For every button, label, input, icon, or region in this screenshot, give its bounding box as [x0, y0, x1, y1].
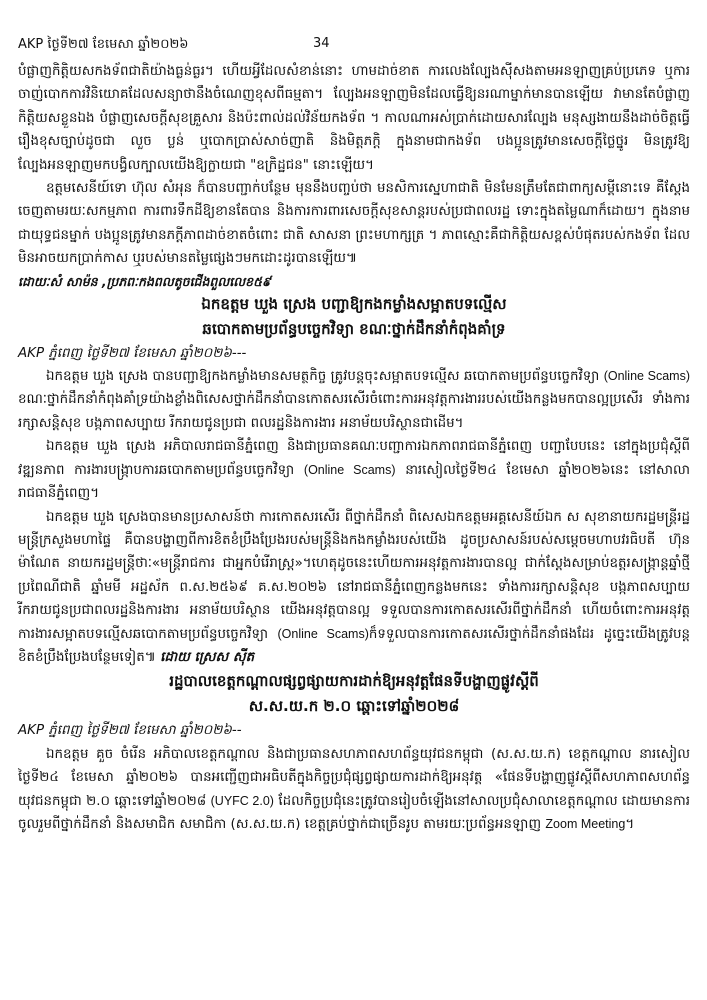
article2-p2-text-end: នារសៀលថ្ងៃទី២៤ ខែមេសា ឆ្នាំ២០២៦នេះ នៅសាលារាជធានីភ្នំពេញ។ [18, 462, 690, 502]
article2-paragraph-1 [18, 365, 690, 435]
article2-p1-text-start: ឯកឧត្តម ឃួង ស្រេង បានបញ្ជាឱ្យកងកម្លាំងមានសមត្ថកិច្ច ត្រូវបន្តចុះសម្អាតបទល្មើស ឆបោកតាមប្រព័ន្ធបច្ចេកវិទ្យា [46, 369, 600, 385]
article2-dateline: AKP ភ្នំពេញ ថ្ងៃទី២៧ ខែមេសា ឆ្នាំ២០២៦--- [18, 345, 247, 361]
article3-paragraph-1 [18, 743, 690, 837]
article3-p1-text-mid: ដែលកិច្ចប្រជុំនេះត្រូវបានរៀបចំឡើងនៅសាលប្រជុំសាលាខេត្តកណ្តាល ដោយមានការចូលរួមពីថ្នាក់ដឹកនាំ និងសមាជិក សមាជិកា (ស.ស.យ.ក) ខេត្តគ្រប់ថ្នាក់ជាច្រើនរូប តាមរយៈប្រព័ន្ធអនឡាញ [18, 793, 691, 832]
page-content [18, 60, 690, 836]
article1-byline: ដោយៈសំ សាម៉ន ,ប្រភពៈកងពលតូចជើងពួលលេខ៥៩ [18, 273, 271, 289]
article2-p3-text-start: ឯកឧត្តម ឃួង ស្រេងបានមានប្រសាសន៍ថា ការកោតសរសើរ ពីថ្នាក់ដឹកនាំ ពិសេសឯកឧត្តមអគ្គសេនីយ៍ឯក ស សុខានាយករដ្ឋមន្រ្តីរដ្ឋមន្ត្រីក្រសួងមហាផ្ទៃ គឺបានបង្ហាញពីការខិតខំប្រឹងប្រែងរបស់មន្ត្រីនិងកងកម្លាំងរបស់យើង ដូចប្រសាសន៍របស់សម្តេចមហាបវរធិបតី ហ៊ុន ម៉ាណែត នាយករដ្ឋមន្ត្រីថាៈ«មន្ត្រីរាជការ ជាអ្នកបំរើរាស្ត្រ»។ហេតុដូចនេះហើយការអនុវត្តការងារបានល្អ ជាក់ស្ដែងសម្រាប់ឧត្តរសង្ក្រាន្តឆ្នាំថ្មី ប្រពៃណីជាតិ ឆ្នាំមមី អដ្ឋស័ក ព.ស.២៥៦៩ គ.ស.២០២៦ នៅរាជធានីភ្នំពេញកន្លងមកនេះ ទាំងការរក្សាសន្តិសុខ បង្កភាពសប្បាយ រីករាយជូនប្រជាពលរដ្ឋនិងការងារ អនាម័យបរិស្ថាន យើងអនុវត្តបានល្អ ទទួលបានការកោតសរសើរពីថ្នាក់ដឹកនាំ ហើយចំពោះការអនុវត្តការងារសម្អាតបទល្មើសឆបោកតាមប្រព័ន្ធបច្ចេកវិទ្យា [18, 509, 690, 642]
article1-paragraph-2: ឧត្តមសេនីយ៍ទោ ហ៊ុល សំអុន ក៏បានបញ្ជាក់បន្ថែម មុននឹងបញ្ចប់ថា មនសិការស្នេហាជាតិ មិនមែនត្រឹមតែជាពាក្យសម្ដីនោះទេ គឺស្ដែងចេញតាមរយៈសកម្មភាព ការពារទឹកដីឱ្យខានតែបាន និងការការពារសេចក្តីសុខសាន្តរបស់ប្រជាពលរដ្ឋ ទោះក្នុងតម្លៃណាក៏ដោយ។ ក្នុងនាមជាយុទ្ធជនម្នាក់ បងប្អូនត្រូវមានភក្តីភាពដាច់ខាតចំពោះ ជាតិ សាសនា ព្រះមហាក្សត្រ ។ ភាពស្មោះគឺជាកិត្តិយសខ្ពស់បំផុតរបស់កងទ័ព ដែលមិនអាចយកប្រាក់កាស ឬរបស់មានតម្លៃផ្សេងៗមកដោះដូរបានឡើយ៕ [18, 181, 690, 267]
article2-paragraph-3 [18, 506, 690, 670]
page-header [18, 36, 688, 58]
article2-p3-text-end: ក៏ទទួលបានការកោតសរសើរថ្នាក់ដឹកនាំផងដែរ ដូច្នេះយើងត្រូវបន្តខិតខំប្រឹងប្រែងបន្ថែមទៀត៕ [18, 626, 690, 665]
article2-p2-text-start: ឯកឧត្តម ឃួង ស្រេង អភិបាលរាជធានីភ្នំពេញ និងជាប្រធានគណៈបញ្ជាការឯកភាពរាជធានីភ្នំពេញ បញ្ជាបែបនេះ នៅក្នុងប្រជុំស្ដីពីវឌ្ឍនភាព ការងារបង្ក្រាបការឆបោកតាមប្រព័ន្ធបច្ចេកវិទ្យា [18, 439, 690, 478]
header-date: AKP ថ្ងៃទី២៧ ខែមេសា ឆ្នាំ២០២៦ [18, 37, 189, 52]
article3-p1-text-end: ។ [625, 816, 635, 832]
article3-title-line-1: រដ្ឋបាលខេត្តកណ្តាលផ្សព្វផ្សាយការដាក់ឱ្យអនុវត្តផែនទីបង្ហាញផ្លូវស្តីពី [169, 672, 539, 691]
article3-title-line-2: ស.ស.យ.ក ២.០ ឆ្ពោះទៅឆ្នាំ២០២៨ [248, 697, 460, 716]
article3-p1-text-start: ឯកឧត្តម គួច ចំរើន អភិបាលខេត្តកណ្តាល និងជាប្រធានសហភាពសហព័ន្ធយុវជនកម្ពុជា (ស.ស.យ.ក) ខេត្តកណ្តាល នារសៀលថ្ងៃទី២៤ ខែមេសា ឆ្នាំ២០២៦ បានអញ្ជើញជាអធិបតីក្នុងកិច្ចប្រជុំផ្សព្វផ្សាយការដាក់ឱ្យអនុវត្ត «ផែនទីបង្ហាញផ្លូវស្តីពីសហភាពសហព័ន្ធយុវជនកម្ពុជា ២.០ ឆ្ពោះទៅឆ្នាំ២០២៨ [18, 746, 690, 809]
article3-p1-latin-2: Zoom Meeting [545, 816, 626, 831]
article1-paragraph-1: បំផ្លាញកិត្តិយសកងទ័ពជាតិយ៉ាងធ្ងន់ធ្ងរ។ ហើយអ្វីដែលសំខាន់នោះ ហាមដាច់ខាត ការលេងល្បែងស៊ីសងតាមអនឡាញគ្រប់ប្រភេទ ឬការចាញ់បោកការវិនិយោគដែលសន្យាថានឹងចំណេញខុសពីធម្មតា។ ល្បែងអនឡាញមិនដែលធ្វើឱ្យនរណាម្នាក់មានបានឡើយ វាមានតែបំផ្លាញកិត្តិយសខ្លួនឯង បំផ្លាញសេចក្តីសុខគ្រួសារ និងប៉ះពាល់ដល់វិន័យកងទ័ព ។ កាលណាអស់ប្រាក់ដោយសារល្បែង មនុស្សងាយនឹងដាច់ចិត្តធ្វើរឿងខុសច្បាប់ដូចជា លួច ប្លន់ ឬបោកប្រាស់សាច់ញាតិ និងមិត្តភក្តិ ក្នុងនាមជាកងទ័ព បងប្អូនត្រូវមានសេចក្តីថ្លៃថ្នូរ មិនត្រូវឱ្យល្បែងអនឡាញមកបង្វិលក្បាលយើងឱ្យក្លាយជា "ឧក្រិដ្ឋជន" នោះឡើយ។ [18, 64, 690, 173]
article2-p3-latin: (Online Scams) [277, 626, 369, 641]
article2-paragraph-2 [18, 435, 690, 505]
article2-p1-latin: (Online Scams) [603, 369, 690, 384]
article2-title-line-1: ឯកឧត្តម ឃួង ស្រេង បញ្ជាឱ្យកងកម្លាំងសម្អាតបទល្មើស [201, 294, 507, 313]
page-number: 34 [313, 36, 330, 51]
article2-p2-latin: (Online Scams) [303, 462, 396, 477]
article2-title-line-2: ឆបោកតាមប្រព័ន្ធបច្ចេកវិទ្យា ខណៈថ្នាក់ដឹកនាំកំពុងគាំទ្រ [202, 319, 506, 338]
article2-p1-text-end: ខណៈថ្នាក់ដឹកនាំកំពុងគាំទ្រយ៉ាងខ្លាំងពិសេសថ្នាក់ដឹកនាំបានកោតសរសើរចំពោះការអនុវត្តការងាររបស់យើងកន្លងមកបានល្អប្រសើរ ទាំងការរក្សាសន្តិសុខ បង្កភាពសប្បាយ រីករាយជូនប្រជា ពលរដ្ឋនិងការងារ អនាម័យបរិស្ថានជាដើម។ [18, 392, 690, 431]
article3-p1-latin-1: (UYFC 2.0) [210, 793, 274, 808]
article2-byline: ដោយ ស្រេស ស៊ីត [160, 649, 255, 665]
article3-dateline: AKP ភ្នំពេញ ថ្ងៃទី២៧ ខែមេសា ឆ្នាំ២០២៦-- [18, 723, 242, 739]
